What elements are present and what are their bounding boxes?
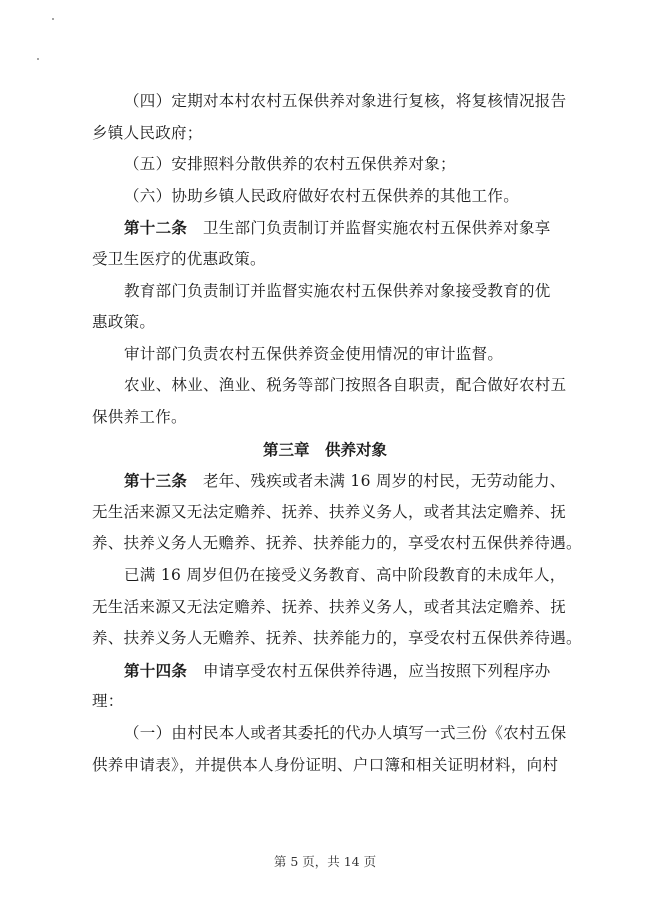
line-text: 保供养工作。 <box>92 408 187 426</box>
line-text: 农业、林业、渔业、税务等部门按照各自职责，配合做好农村五 <box>124 376 567 395</box>
line-text: 理： <box>92 692 124 711</box>
article-number: 第十三条 <box>124 471 188 491</box>
text-line <box>124 465 566 497</box>
line-text: 受卫生医疗的优惠政策。 <box>92 250 266 268</box>
line-text: 惠政策。 <box>92 313 156 332</box>
text-line <box>92 497 567 528</box>
line-text: 无生活来源又无法定赡养、抚养、扶养义务人，或者其法定赡养、抚 <box>92 502 567 521</box>
page-footer: 第 5 页，共 14 页 <box>273 854 377 869</box>
text-line <box>124 655 560 687</box>
line-text: （五）安排照料分散供养的农村五保供养对象； <box>124 155 456 174</box>
text-line <box>124 339 560 370</box>
text-line <box>124 560 566 591</box>
text-line <box>124 370 567 401</box>
text-line <box>92 686 560 717</box>
line-text: （一）由村民本人或者其委托的代办人填写一式三份《农村五保 <box>124 724 567 742</box>
text-line <box>92 592 567 623</box>
line-text: 乡镇人民政府； <box>92 123 203 142</box>
text-line <box>92 623 582 654</box>
line-text: 无生活来源又无法定赡养、抚养、扶养义务人，或者其法定赡养、抚 <box>92 597 567 616</box>
text-line <box>92 118 560 149</box>
text-line <box>124 181 560 212</box>
text-line <box>92 528 582 559</box>
text-line <box>92 750 560 781</box>
line-text: 已满 16 周岁但仍在接受义务教育、高中阶段教育的未成年人， <box>124 566 566 584</box>
text-line <box>124 718 567 749</box>
text-line <box>124 149 560 180</box>
article-number: 第十二条 <box>124 218 188 238</box>
scan-speck <box>52 18 54 20</box>
line-text: 第三章 供养对象 <box>262 439 387 459</box>
line-text: 审计部门负责农村五保供养资金使用情况的审计监督。 <box>124 344 504 363</box>
text-line <box>124 86 567 117</box>
line-text: 教育部门负责制订并监督实施农村五保供养对象接受教育的优 <box>124 281 551 300</box>
line-text: （六）协助乡镇人民政府做好农村五保供养的其他工作。 <box>124 186 520 205</box>
text-line <box>124 276 560 307</box>
chapter-heading <box>0 434 650 465</box>
line-text: 申请享受农村五保供养待遇，应当按照下列程序办 <box>187 661 551 680</box>
line-text: 养、扶养义务人无赡养、抚养、扶养能力的，享受农村五保供养待遇。 <box>92 534 582 553</box>
line-text: （四）定期对本村农村五保供养对象进行复核，将复核情况报告 <box>124 92 567 110</box>
text-line <box>92 244 560 275</box>
text-line <box>92 307 560 338</box>
scan-speck <box>37 58 39 60</box>
text-line <box>92 402 560 433</box>
text-line <box>124 212 560 244</box>
line-text: 供养申请表》，并提供本人身份证明、户口簿和相关证明材料，向村 <box>92 755 559 774</box>
line-text: 老年、残疾或者未满 16 周岁的村民，无劳动能力、 <box>187 472 566 491</box>
line-text: 卫生部门负责制订并监督实施农村五保供养对象享 <box>187 219 551 238</box>
line-text: 养、扶养义务人无赡养、抚养、扶养能力的，享受农村五保供养待遇。 <box>92 629 582 648</box>
article-number: 第十四条 <box>124 660 188 680</box>
